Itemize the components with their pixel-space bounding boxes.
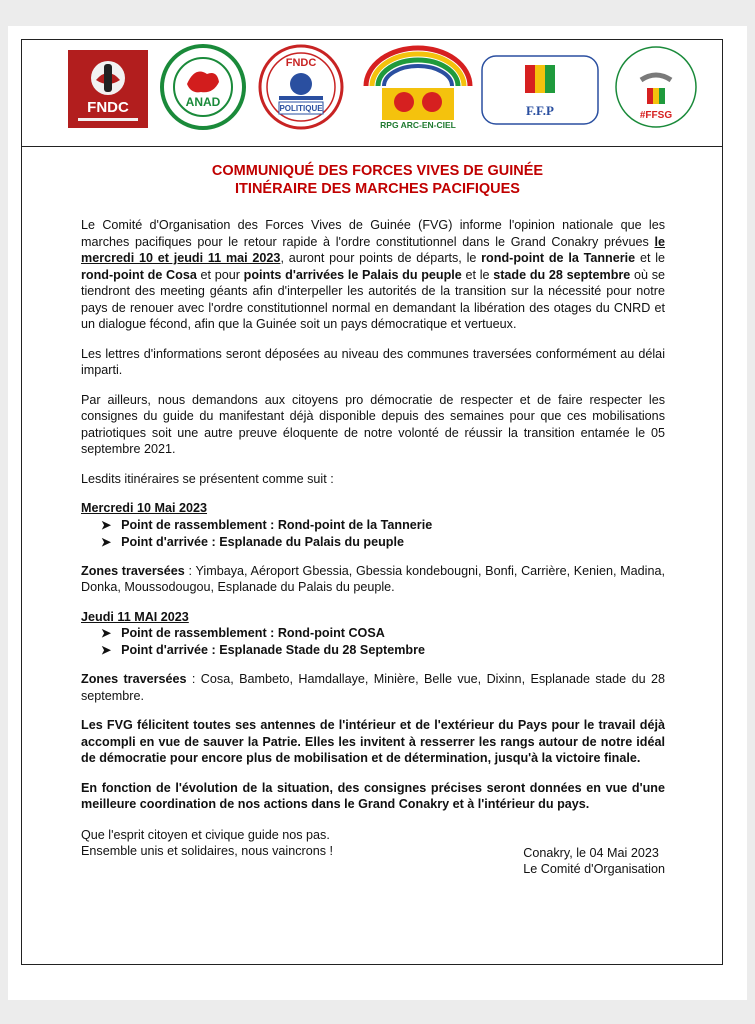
instructions-paragraph: En fonction de l'évolution de la situation, des consignes précises seront données en vue d'une meilleure coordination de nos actions dans le Grand Conakry et à l'intérieur du pays. — [81, 780, 665, 811]
arrival-stade: stade du 28 septembre — [493, 267, 631, 282]
congratulations-paragraph: Les FVG félicitent toutes ses antennes de l'intérieur et de l'extérieur du Pays pour le travail déjà accompli en vue de sauver la Patrie. Elles les invitent à resserrer les rangs autour de notre idéal de démocratie pour encore plus de mobilisation et de détermination, jusqu'à la victoire finale. — [81, 718, 665, 765]
day2-zones — [81, 671, 665, 704]
document-body — [81, 217, 666, 876]
rpg-logo — [358, 46, 478, 128]
intro-text: où se tiendront des meeting géants afin d'interpeller les autorités de la transition sur la nécessité pour notre pays de renouer avec l'ordre constitutionnel normal en demandant la libération des otages du CNRD et un dialogue fécond, afin que la Guinée soit un pays démocratique et vertueux. — [81, 267, 665, 331]
day1-rally-point: Point de rassemblement : Rond-point de la Tannerie — [121, 517, 433, 532]
start-cosa: rond-point de Cosa — [81, 267, 197, 282]
fndc-politique-logo — [256, 46, 346, 128]
ffp-logo — [480, 54, 600, 126]
fndc-politique-bottom: POLITIQUE — [279, 104, 323, 113]
signature-block — [81, 827, 665, 876]
arrow-bullet-icon: ➤ — [101, 643, 112, 657]
list-item — [101, 642, 665, 659]
day2-heading: Jeudi 11 MAI 2023 — [81, 609, 189, 624]
ffsg-logo-text: #FFSG — [639, 110, 673, 121]
day2-points — [101, 625, 665, 659]
rpg-logo-text: RPG ARC-EN-CIEL — [380, 120, 456, 130]
arrow-bullet-icon: ➤ — [101, 517, 112, 532]
list-item — [101, 517, 665, 534]
day1-heading: Mercredi 10 Mai 2023 — [81, 501, 208, 515]
zones-text: : Cosa, Bambeto, Hamdallaye, Minière, Belle vue, Dixinn, Esplanade stade du 28 septembre. — [81, 672, 665, 703]
fndc-logo-text: FNDC — [87, 99, 129, 116]
intro-text: et le — [461, 267, 494, 282]
arrow-bullet-icon: ➤ — [101, 626, 112, 640]
motto-line-2: Ensemble unis et solidaires, nous vaincrons ! — [81, 844, 334, 858]
fndc-logo — [68, 50, 148, 128]
guide-paragraph: Par ailleurs, nous demandons aux citoyens pro démocratie de respecter et de faire respecter les consignes du guide du manifestant déjà disponible depuis des semaines pour que ces mobilisations patriotiques soit une autre preuve éloquente de notre volonté de réussir la transition entamée le 05 septembre 2021. — [81, 392, 665, 456]
arrow-bullet-icon: ➤ — [101, 534, 112, 549]
intro-paragraph — [81, 217, 665, 333]
document-title — [0, 162, 755, 198]
day2-rally-point: Point de rassemblement : Rond-point COSA — [121, 626, 385, 640]
arrival-palais: points d'arrivées le Palais du peuple — [243, 267, 462, 282]
title-line-2: ITINÉRAIRE DES MARCHES PACIFIQUES — [235, 181, 520, 197]
logo-banner — [22, 40, 722, 147]
march-dates: le mercredi 10 et jeudi 11 mai 2023 — [81, 234, 665, 265]
anad-logo — [158, 46, 248, 128]
list-item — [101, 625, 665, 642]
zones-label: Zones traversées — [81, 563, 185, 578]
day1-points — [101, 517, 665, 551]
fndc-politique-top: FNDC — [285, 57, 317, 69]
intro-text: et pour — [196, 267, 244, 282]
signature — [523, 845, 665, 878]
motto-line-1: Que l'esprit citoyen et civique guide nos pas. — [81, 827, 330, 842]
intro-text: Le Comité d'Organisation des Forces Vives de Guinée (FVG) informe l'opinion nationale que les marches pacifiques pour le retour rapide à l'ordre constitutionnel dans le Grand Conakry prévues — [81, 218, 665, 249]
start-tannerie: rond-point de la Tannerie — [481, 251, 636, 265]
list-item — [101, 534, 665, 551]
anad-logo-text: ANAD — [185, 95, 221, 109]
title-line-1: COMMUNIQUÉ DES FORCES VIVES DE GUINÉE — [211, 163, 544, 179]
intro-text: et le — [635, 251, 666, 265]
day2-arrival-point: Point d'arrivée : Esplanade Stade du 28 Septembre — [121, 643, 426, 657]
ffp-logo-text: F.F.P — [526, 103, 554, 118]
zones-text: : Yimbaya, Aéroport Gbessia, Gbessia kondebougni, Bonfi, Carrière, Kenien, Madina, Donka, Moussodougou, Esplanade du Palais du peuple. — [81, 563, 665, 594]
signatory: Le Comité d'Organisation — [523, 862, 665, 876]
itinerary-intro: Lesdits itinéraires se présentent comme suit : — [81, 471, 334, 486]
day1-zones — [81, 563, 665, 596]
ffsg-logo — [612, 46, 700, 128]
letters-paragraph: Les lettres d'informations seront déposées au niveau des communes traversées conformément au délai imparti. — [81, 346, 665, 377]
intro-text: , auront pour points de départs, le — [280, 251, 482, 265]
place-date: Conakry, le 04 Mai 2023 — [523, 845, 659, 860]
day1-arrival-point: Point d'arrivée : Esplanade du Palais du peuple — [121, 534, 404, 549]
motto — [81, 827, 333, 860]
zones-label: Zones traversées — [81, 672, 187, 686]
